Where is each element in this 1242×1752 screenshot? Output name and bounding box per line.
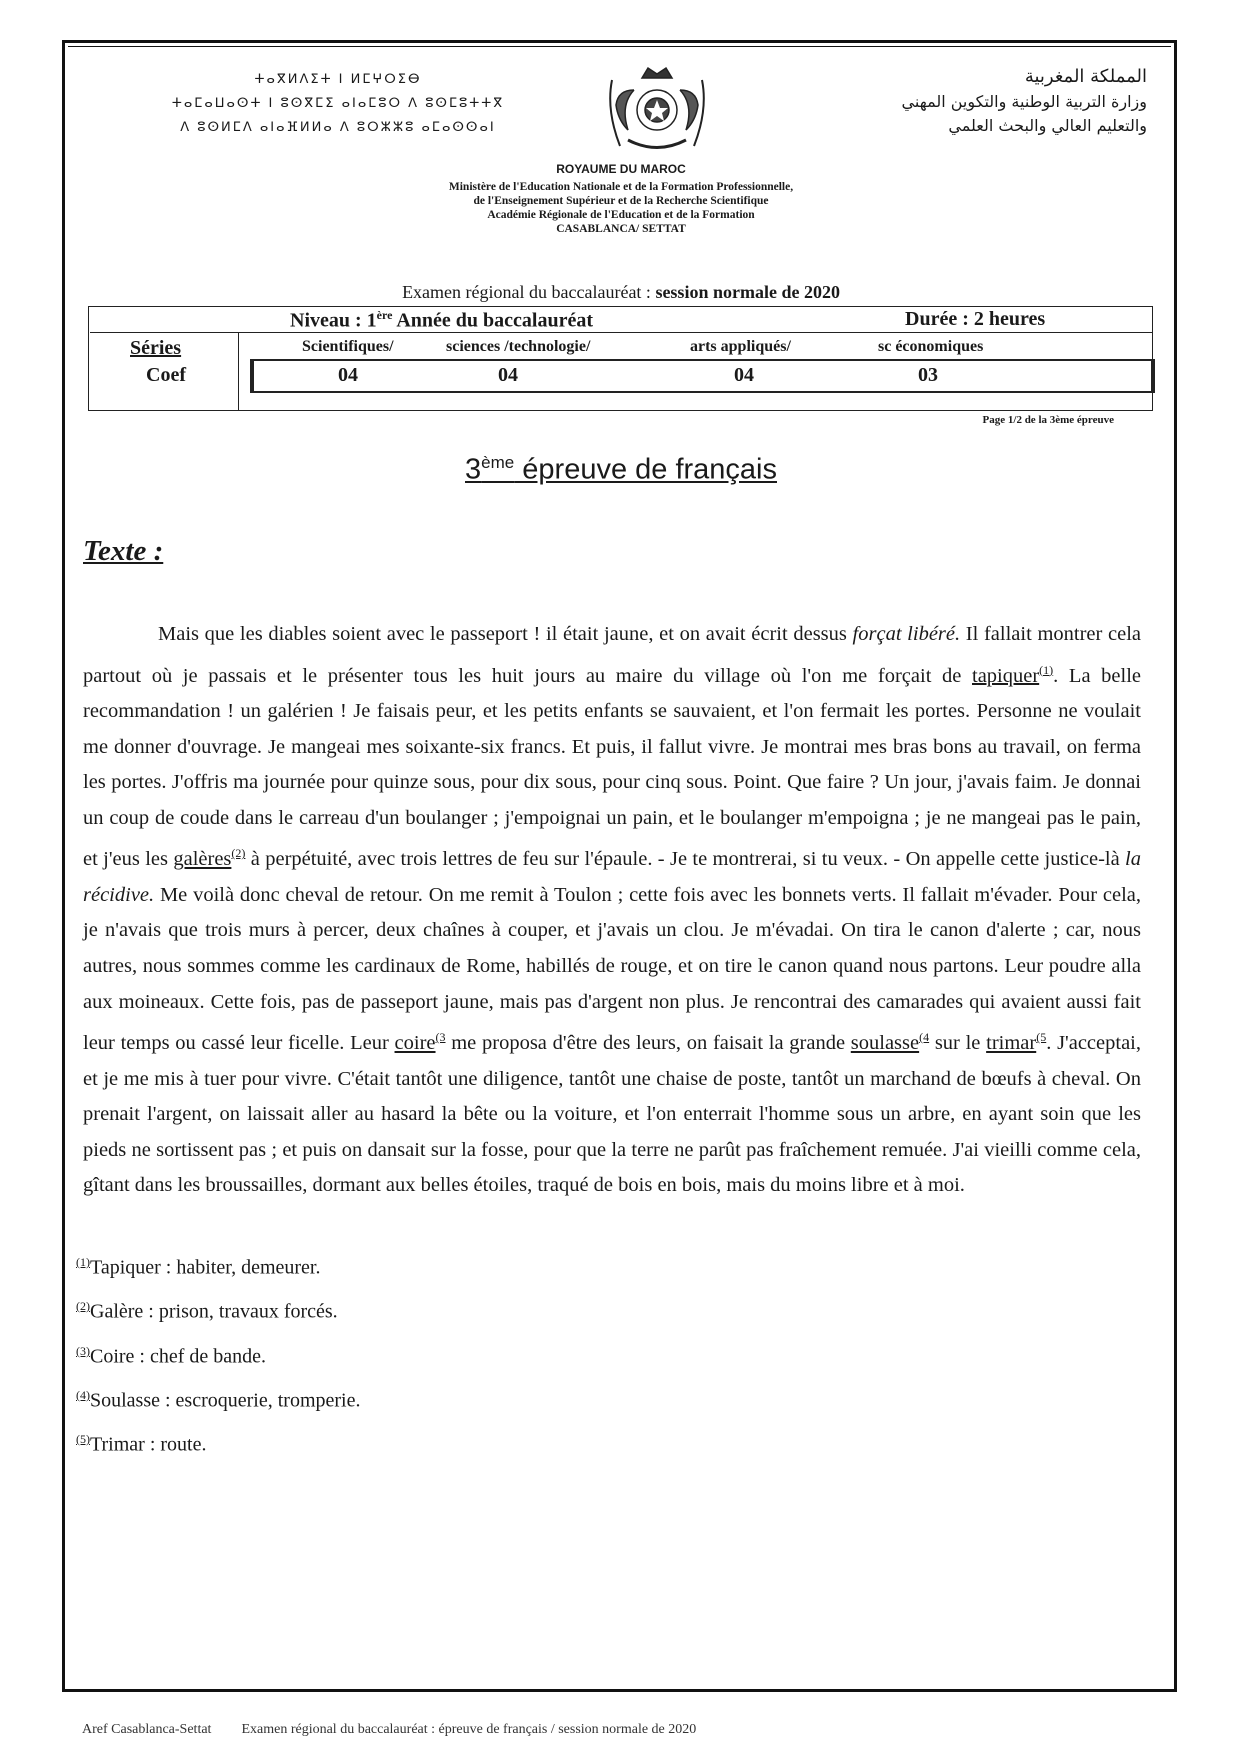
- glossed-word-trimar: trimar: [986, 1032, 1037, 1055]
- table-divider: [90, 332, 1152, 333]
- text-passage: Mais que les diables soient avec le passeport ! il était jaune, et on avait écrit dessus forçat libéré. Il fallait montrer cela partout où je passais et le présenter tous les huit jours au maire du village où l'on me forçait de tapiquer$^{(1)}$. La belle recommandation ! un galérien ! Je faisais peur, et les petits enfants se sauvaient, et l'on fermait les portes. Personne ne voulait me donner d'ouvrage. Je mangeai mes soixante-six francs. Et puis, il fallut vivre. Je montrai mes bras bons au travail, on ferma les portes. J'offris ma journée pour quinze sous, pour dix sous, pour cinq sous. Point. Que faire ? Un jour, j'avais faim. Je donnai un coup de coude dans le carreau d'un boulanger ; j'empoignai un pain, et le boulanger m'empoigna ; je ne mangeai pas le pain, et j'eus les galères$^{(2)}$ à perpétuité, avec trois lettres de feu sur l'épaule. - Je te montrerai, si tu veux. - On appelle cette justice-là la récidive. Me voilà donc cheval de retour. On me remit à Toulon ; cette fois avec les bonnets verts. Il fallait m'évader. Pour cela, je n'avais que trois murs à percer, deux chaînes à couper, et j'avais un clou. Je m'évadai. On tira le canon d'alerte ; car, nous autres, nous sommes comme les cardinaux de Rome, habillés de rouge, et on tire le canon quand nous partons. Leur poudre alla aux moineaux. Cette fois, pas de passeport jaune, mais pas d'argent non plus. Je rencontrai des camarades qui avaient aussi fait leur temps ou cassé leur ficelle. Leur coire$^{(3}$ me proposa d'être des leurs, on faisait la grande soulasse$^{(4}$ sur le trimar$^{(5}$. J'acceptai, et je me mis à tuer pour vivre. C'était tantôt une diligence, tantôt une chaise de poste, tantôt un marchand de bœufs à cheval. On prenait l'argent, on laissait aller au hasard la bête ou la voiture, et l'on enterrait l'homme sous un arbre, en ayant soin que les pieds ne sortissent pas ; et puis on dansait sur la fosse, pour que la terre ne parût pas fraîchement remuée. J'ai vieilli comme cela, gîtant dans les broussailles, dormant aux belles étoiles, traqué de bois en bois, mais du moins libre et à moi.: [83, 623, 1141, 1197]
- duree-label: Durée : 2 heures: [905, 308, 1046, 330]
- coef-values-box: [250, 359, 1155, 393]
- arabic-line-3: والتعليم العالي والبحث العلمي: [948, 116, 1147, 135]
- footnote-1: $^{(1)}$Tapiquer : habiter, demeurer.: [76, 1255, 321, 1279]
- page-title: 3ème épreuve de français: [465, 453, 777, 486]
- ministry-line-3: Académie Régionale de l'Education et de la Formation: [487, 209, 755, 221]
- glossed-word-tapiquer: tapiquer: [972, 664, 1040, 687]
- royaume-title: ROYAUME DU MAROC: [556, 162, 686, 176]
- niveau-label: Niveau : 1ère Année du baccalauréat: [290, 308, 593, 332]
- glossed-word-coire: coire: [394, 1032, 436, 1055]
- table-column-divider: [238, 333, 239, 411]
- ministry-line-2: de l'Enseignement Supérieur et de la Recherche Scientifique: [473, 195, 769, 207]
- footnote-2: $^{(2)}$Galère : prison, travaux forcés.: [76, 1299, 338, 1323]
- tifinagh-line-1: ⵜⴰⴳⵍⴷⵉⵜ ⵏ ⵍⵎⵖⵔⵉⴱ: [254, 72, 422, 87]
- ministry-line-4: CASABLANCA/ SETTAT: [556, 223, 686, 235]
- coef-arts-appliques: 04: [734, 364, 754, 386]
- tifinagh-line-3: ⴷ ⵓⵙⵍⵎⴷ ⴰⵏⴰⴼⵍⵍⴰ ⴷ ⵓⵔⵣⵣⵓ ⴰⵎⴰⵙⵙⴰⵏ: [180, 120, 496, 135]
- footnote-5: $^{(5)}$Trimar : route.: [76, 1432, 207, 1456]
- page-reference: Page 1/2 de la 3ème épreuve: [982, 414, 1114, 426]
- coef-label: Coef: [146, 364, 186, 386]
- arabic-line-2: وزارة التربية الوطنية والتكوين المهني: [901, 92, 1147, 111]
- glossed-word-galeres: galères: [173, 848, 232, 871]
- footnote-3: $^{(3)}$Coire : chef de bande.: [76, 1344, 267, 1368]
- exam-session-line: Examen régional du baccalauréat : session normale de 2020: [402, 282, 840, 302]
- coef-sc-economiques: 03: [918, 364, 938, 386]
- page-footer: Aref Casablanca-Settat Examen régional du baccalauréat : épreuve de français / session normale de 2020: [82, 1722, 697, 1737]
- series-sciences-technologie: sciences /technologie/: [446, 338, 591, 355]
- inner-border-top: [68, 46, 1171, 47]
- coef-sciences-technologie: 04: [498, 364, 518, 386]
- arabic-line-1: المملكة المغربية: [1024, 66, 1147, 87]
- tifinagh-line-2: ⵜⴰⵎⴰⵡⴰⵙⵜ ⵏ ⵓⵙⴳⵎⵉ ⴰⵏⴰⵎⵓⵔ ⴷ ⵓⵙⵎⵓⵜⵜⴳ: [171, 96, 505, 111]
- coef-scientifiques: 04: [338, 364, 358, 386]
- series-arts-appliques: arts appliqués/: [690, 338, 791, 355]
- glossed-word-soulasse: soulasse: [850, 1032, 920, 1055]
- series-label: Séries: [130, 337, 182, 359]
- series-scientifiques: Scientifiques/: [302, 338, 394, 355]
- footnote-4: $^{(4)}$Soulasse : escroquerie, tromperie.: [76, 1388, 361, 1412]
- texte-heading: Texte :: [83, 535, 164, 567]
- ministry-line-1: Ministère de l'Education Nationale et de la Formation Professionnelle,: [448, 181, 794, 193]
- series-sc-economiques: sc économiques: [878, 338, 984, 355]
